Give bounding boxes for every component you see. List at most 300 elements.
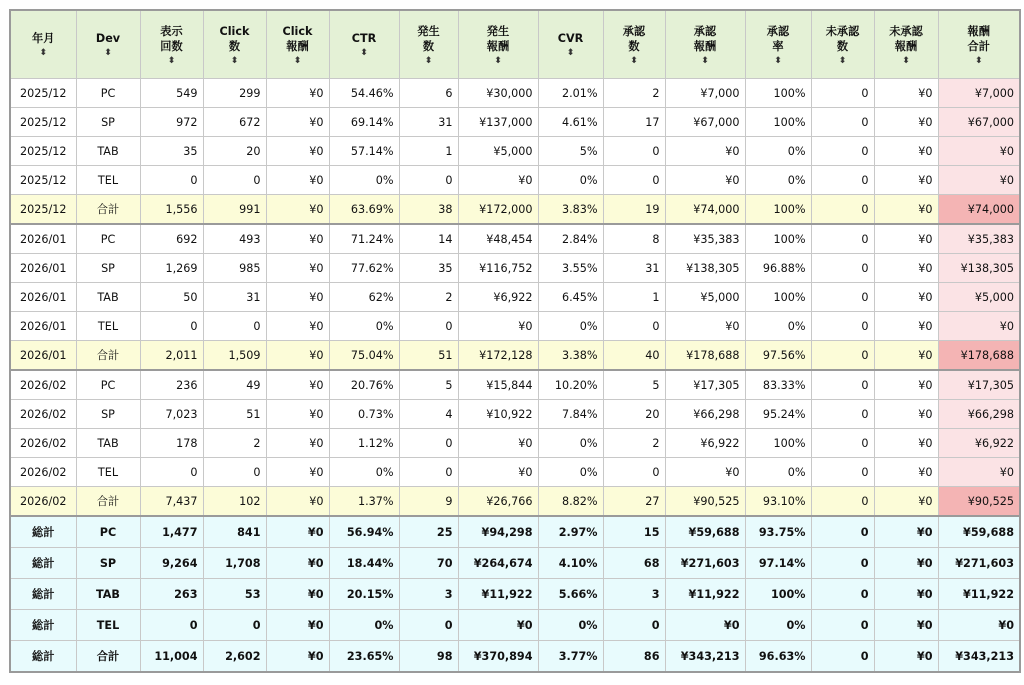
cell-appr_reward: ¥74,000 [665, 195, 745, 225]
column-header-month[interactable] [10, 10, 76, 79]
cell-occ_reward: ¥116,752 [458, 254, 538, 283]
cell-occ: 0 [399, 458, 458, 487]
cell-ctr: 0% [329, 458, 399, 487]
column-header-label: 報酬 [286, 39, 309, 53]
sort-updown-icon[interactable]: ⬍ [360, 48, 368, 58]
cell-ctr: 1.37% [329, 487, 399, 517]
table-row [10, 370, 1020, 400]
cell-unappr_reward: ¥0 [874, 254, 938, 283]
cell-dev: TAB [76, 283, 140, 312]
cell-unappr: 0 [811, 283, 874, 312]
column-header-label: 数 [836, 39, 849, 53]
grand-total-row [10, 548, 1020, 579]
cell-click_reward: ¥0 [266, 579, 329, 610]
cell-cvr: 3.77% [538, 641, 603, 673]
cell-appr_reward: ¥343,213 [665, 641, 745, 673]
cell-click_reward: ¥0 [266, 400, 329, 429]
sort-updown-icon[interactable]: ⬍ [104, 48, 112, 58]
cell-cvr: 5% [538, 137, 603, 166]
cell-appr: 5 [603, 370, 665, 400]
cell-appr_reward: ¥271,603 [665, 548, 745, 579]
cell-appr_reward: ¥6,922 [665, 429, 745, 458]
sort-updown-icon[interactable]: ⬍ [701, 55, 709, 66]
cell-occ: 1 [399, 137, 458, 166]
cell-click_reward: ¥0 [266, 79, 329, 108]
cell-dev: 合計 [76, 641, 140, 673]
report-table [9, 9, 1021, 673]
table-row [10, 166, 1020, 195]
cell-click_reward: ¥0 [266, 429, 329, 458]
cell-dev: TAB [76, 137, 140, 166]
cell-imp: 549 [140, 79, 203, 108]
sort-updown-icon[interactable]: ⬍ [424, 55, 433, 66]
column-header-label: 承認 [622, 24, 646, 38]
column-header-label: 合計 [967, 39, 990, 53]
cell-cvr: 10.20% [538, 370, 603, 400]
cell-appr_reward: ¥0 [665, 137, 745, 166]
cell-unappr: 0 [811, 166, 874, 195]
cell-click_reward: ¥0 [266, 641, 329, 673]
cell-month: 総計 [10, 516, 76, 548]
cell-imp: 11,004 [140, 641, 203, 673]
cell-click: 672 [203, 108, 266, 137]
cell-appr: 68 [603, 548, 665, 579]
sort-updown-icon[interactable]: ⬍ [630, 55, 638, 66]
cell-click: 991 [203, 195, 266, 225]
cell-unappr: 0 [811, 254, 874, 283]
cell-occ_reward: ¥0 [458, 610, 538, 641]
cell-month: 2025/12 [10, 166, 76, 195]
cell-click_reward: ¥0 [266, 283, 329, 312]
cell-imp: 692 [140, 224, 203, 254]
cell-unappr_reward: ¥0 [874, 224, 938, 254]
cell-cvr: 2.84% [538, 224, 603, 254]
cell-appr_rate: 97.14% [745, 548, 811, 579]
cell-cvr: 0% [538, 610, 603, 641]
cell-ctr: 62% [329, 283, 399, 312]
cell-imp: 178 [140, 429, 203, 458]
cell-month: 2025/12 [10, 108, 76, 137]
cell-occ: 14 [399, 224, 458, 254]
cell-appr_reward: ¥67,000 [665, 108, 745, 137]
cell-month: 2026/02 [10, 487, 76, 517]
cell-appr_reward: ¥0 [665, 312, 745, 341]
cell-ctr: 0% [329, 166, 399, 195]
cell-imp: 0 [140, 458, 203, 487]
cell-appr: 31 [603, 254, 665, 283]
sort-updown-icon[interactable]: ⬍ [838, 55, 847, 66]
cell-month: 総計 [10, 579, 76, 610]
cell-month: 2025/12 [10, 195, 76, 225]
cell-ctr: 56.94% [329, 516, 399, 548]
table-row [10, 108, 1020, 137]
cell-month: 総計 [10, 610, 76, 641]
table-row [10, 254, 1020, 283]
cell-total_reward: ¥74,000 [938, 195, 1020, 225]
cell-unappr_reward: ¥0 [874, 312, 938, 341]
column-header-dev[interactable] [76, 10, 140, 79]
cell-unappr: 0 [811, 579, 874, 610]
cell-occ_reward: ¥30,000 [458, 79, 538, 108]
cell-total_reward: ¥178,688 [938, 341, 1020, 371]
table-body [10, 79, 1020, 673]
cell-dev: TEL [76, 166, 140, 195]
cell-click_reward: ¥0 [266, 548, 329, 579]
cell-appr: 86 [603, 641, 665, 673]
column-header-label: 発生 [486, 24, 510, 38]
cell-unappr: 0 [811, 195, 874, 225]
cell-click: 0 [203, 166, 266, 195]
cell-click_reward: ¥0 [266, 370, 329, 400]
cell-click_reward: ¥0 [266, 341, 329, 371]
cell-unappr_reward: ¥0 [874, 283, 938, 312]
cell-appr_reward: ¥138,305 [665, 254, 745, 283]
sort-updown-icon[interactable]: ⬍ [774, 55, 782, 66]
cell-cvr: 0% [538, 312, 603, 341]
cell-occ: 3 [399, 579, 458, 610]
cell-click: 53 [203, 579, 266, 610]
cell-dev: 合計 [76, 487, 140, 517]
cell-occ_reward: ¥94,298 [458, 516, 538, 548]
cell-occ_reward: ¥11,922 [458, 579, 538, 610]
sort-updown-icon[interactable]: ⬍ [974, 55, 983, 66]
cell-unappr_reward: ¥0 [874, 610, 938, 641]
cell-occ_reward: ¥0 [458, 458, 538, 487]
column-header-appr[interactable] [603, 10, 665, 79]
cell-ctr: 0% [329, 312, 399, 341]
cell-appr: 15 [603, 516, 665, 548]
cell-appr_rate: 0% [745, 458, 811, 487]
cell-appr_rate: 0% [745, 610, 811, 641]
sort-updown-icon[interactable]: ⬍ [566, 48, 575, 58]
column-header-label: 率 [772, 39, 784, 53]
grand-total-row [10, 516, 1020, 548]
grand-total-row [10, 610, 1020, 641]
cell-cvr: 3.55% [538, 254, 603, 283]
cell-total_reward: ¥90,525 [938, 487, 1020, 517]
cell-imp: 35 [140, 137, 203, 166]
cell-click_reward: ¥0 [266, 166, 329, 195]
cell-occ_reward: ¥370,894 [458, 641, 538, 673]
cell-appr_rate: 96.88% [745, 254, 811, 283]
cell-month: 2026/02 [10, 429, 76, 458]
cell-dev: PC [76, 370, 140, 400]
column-header-cvr[interactable] [538, 10, 603, 79]
cell-occ: 5 [399, 370, 458, 400]
cell-appr_rate: 93.75% [745, 516, 811, 548]
cell-unappr_reward: ¥0 [874, 487, 938, 517]
cell-appr_rate: 100% [745, 79, 811, 108]
cell-unappr: 0 [811, 610, 874, 641]
cell-unappr_reward: ¥0 [874, 641, 938, 673]
column-header-label: CTR [351, 32, 377, 45]
cell-unappr_reward: ¥0 [874, 458, 938, 487]
cell-occ: 2 [399, 283, 458, 312]
cell-cvr: 5.66% [538, 579, 603, 610]
column-header-label: 未承認 [825, 24, 860, 38]
column-header-click_reward[interactable] [266, 10, 329, 79]
cell-appr: 1 [603, 283, 665, 312]
cell-occ: 51 [399, 341, 458, 371]
sort-updown-icon[interactable]: ⬍ [293, 55, 302, 66]
cell-imp: 0 [140, 166, 203, 195]
cell-appr_rate: 100% [745, 579, 811, 610]
cell-unappr_reward: ¥0 [874, 579, 938, 610]
cell-click: 20 [203, 137, 266, 166]
cell-cvr: 7.84% [538, 400, 603, 429]
cell-dev: SP [76, 254, 140, 283]
cell-occ: 0 [399, 312, 458, 341]
column-header-label: 年月 [32, 32, 55, 45]
cell-click_reward: ¥0 [266, 108, 329, 137]
cell-total_reward: ¥5,000 [938, 283, 1020, 312]
cell-click: 2 [203, 429, 266, 458]
cell-click_reward: ¥0 [266, 610, 329, 641]
cell-appr_rate: 100% [745, 283, 811, 312]
cell-ctr: 1.12% [329, 429, 399, 458]
cell-total_reward: ¥66,298 [938, 400, 1020, 429]
sort-updown-icon[interactable]: ⬍ [167, 55, 176, 66]
cell-unappr: 0 [811, 341, 874, 371]
cell-occ_reward: ¥15,844 [458, 370, 538, 400]
cell-appr_reward: ¥5,000 [665, 283, 745, 312]
cell-ctr: 71.24% [329, 224, 399, 254]
column-header-label: 報酬 [967, 24, 990, 38]
cell-click: 102 [203, 487, 266, 517]
cell-appr_rate: 100% [745, 429, 811, 458]
cell-total_reward: ¥17,305 [938, 370, 1020, 400]
cell-click_reward: ¥0 [266, 516, 329, 548]
cell-imp: 0 [140, 312, 203, 341]
cell-unappr: 0 [811, 487, 874, 517]
cell-ctr: 18.44% [329, 548, 399, 579]
cell-occ: 98 [399, 641, 458, 673]
cell-imp: 50 [140, 283, 203, 312]
cell-appr_rate: 83.33% [745, 370, 811, 400]
cell-unappr_reward: ¥0 [874, 429, 938, 458]
cell-dev: TEL [76, 312, 140, 341]
cell-occ: 38 [399, 195, 458, 225]
table-row [10, 224, 1020, 254]
cell-month: 2025/12 [10, 137, 76, 166]
cell-occ: 0 [399, 610, 458, 641]
cell-ctr: 75.04% [329, 341, 399, 371]
cell-unappr_reward: ¥0 [874, 548, 938, 579]
cell-dev: 合計 [76, 341, 140, 371]
cell-click: 493 [203, 224, 266, 254]
cell-unappr_reward: ¥0 [874, 400, 938, 429]
column-header-total_reward[interactable] [938, 10, 1020, 79]
cell-appr: 2 [603, 79, 665, 108]
column-header-label: CVR [557, 32, 584, 45]
column-header-appr_reward[interactable] [665, 10, 745, 79]
column-header-label: 承認 [693, 24, 717, 38]
cell-appr_reward: ¥11,922 [665, 579, 745, 610]
column-header-label: Click [219, 24, 250, 38]
cell-occ: 70 [399, 548, 458, 579]
cell-dev: PC [76, 516, 140, 548]
cell-month: 2025/12 [10, 79, 76, 108]
cell-click: 841 [203, 516, 266, 548]
cell-unappr_reward: ¥0 [874, 137, 938, 166]
cell-occ: 35 [399, 254, 458, 283]
cell-total_reward: ¥343,213 [938, 641, 1020, 673]
column-header-imp[interactable] [140, 10, 203, 79]
cell-unappr: 0 [811, 516, 874, 548]
cell-total_reward: ¥0 [938, 610, 1020, 641]
cell-appr_reward: ¥0 [665, 610, 745, 641]
cell-total_reward: ¥138,305 [938, 254, 1020, 283]
column-header-label: 数 [628, 39, 640, 53]
cell-click: 49 [203, 370, 266, 400]
cell-cvr: 6.45% [538, 283, 603, 312]
cell-occ: 4 [399, 400, 458, 429]
cell-dev: PC [76, 79, 140, 108]
cell-appr: 0 [603, 610, 665, 641]
subtotal-row [10, 195, 1020, 225]
cell-click: 31 [203, 283, 266, 312]
cell-appr: 0 [603, 137, 665, 166]
cell-occ: 0 [399, 166, 458, 195]
cell-imp: 7,437 [140, 487, 203, 517]
cell-month: 2026/01 [10, 254, 76, 283]
cell-appr_rate: 100% [745, 195, 811, 225]
sort-updown-icon[interactable]: ⬍ [494, 55, 502, 66]
cell-total_reward: ¥0 [938, 312, 1020, 341]
column-header-occ[interactable] [399, 10, 458, 79]
cell-month: 2026/02 [10, 458, 76, 487]
cell-cvr: 2.97% [538, 516, 603, 548]
column-header-click[interactable] [203, 10, 266, 79]
cell-imp: 1,477 [140, 516, 203, 548]
cell-appr_rate: 95.24% [745, 400, 811, 429]
sort-updown-icon[interactable]: ⬍ [39, 48, 48, 58]
cell-total_reward: ¥11,922 [938, 579, 1020, 610]
cell-appr_rate: 0% [745, 312, 811, 341]
table-row [10, 137, 1020, 166]
cell-imp: 263 [140, 579, 203, 610]
cell-dev: TEL [76, 458, 140, 487]
column-header-label: 承認 [766, 24, 790, 38]
cell-imp: 7,023 [140, 400, 203, 429]
sort-updown-icon[interactable]: ⬍ [902, 55, 910, 66]
cell-click: 985 [203, 254, 266, 283]
column-header-unappr_reward[interactable] [874, 10, 938, 79]
cell-cvr: 3.83% [538, 195, 603, 225]
cell-unappr: 0 [811, 224, 874, 254]
cell-appr_rate: 100% [745, 108, 811, 137]
column-header-label: 数 [228, 39, 241, 53]
cell-unappr_reward: ¥0 [874, 79, 938, 108]
cell-ctr: 57.14% [329, 137, 399, 166]
column-header-occ_reward[interactable] [458, 10, 538, 79]
cell-click: 0 [203, 458, 266, 487]
cell-total_reward: ¥6,922 [938, 429, 1020, 458]
cell-imp: 1,556 [140, 195, 203, 225]
cell-appr_rate: 93.10% [745, 487, 811, 517]
cell-occ_reward: ¥0 [458, 429, 538, 458]
cell-unappr: 0 [811, 312, 874, 341]
cell-click: 0 [203, 312, 266, 341]
table-row [10, 400, 1020, 429]
column-header-appr_rate[interactable] [745, 10, 811, 79]
cell-ctr: 77.62% [329, 254, 399, 283]
cell-appr_reward: ¥178,688 [665, 341, 745, 371]
column-header-label: Dev [95, 32, 121, 45]
cell-click_reward: ¥0 [266, 224, 329, 254]
cell-occ_reward: ¥264,674 [458, 548, 538, 579]
cell-click: 1,509 [203, 341, 266, 371]
table-row [10, 458, 1020, 487]
column-header-label: 発生 [417, 24, 440, 38]
cell-total_reward: ¥0 [938, 166, 1020, 195]
cell-ctr: 54.46% [329, 79, 399, 108]
cell-unappr: 0 [811, 458, 874, 487]
cell-cvr: 4.10% [538, 548, 603, 579]
cell-month: 2026/01 [10, 283, 76, 312]
column-header-label: 未承認 [889, 24, 923, 38]
cell-dev: SP [76, 108, 140, 137]
cell-cvr: 4.61% [538, 108, 603, 137]
sort-updown-icon[interactable]: ⬍ [230, 55, 239, 66]
cell-month: 2026/01 [10, 224, 76, 254]
cell-appr_rate: 0% [745, 137, 811, 166]
cell-unappr: 0 [811, 370, 874, 400]
cell-cvr: 0% [538, 429, 603, 458]
cell-month: 総計 [10, 641, 76, 673]
cell-dev: TAB [76, 429, 140, 458]
cell-appr_reward: ¥66,298 [665, 400, 745, 429]
cell-unappr_reward: ¥0 [874, 341, 938, 371]
cell-occ_reward: ¥0 [458, 166, 538, 195]
cell-unappr: 0 [811, 137, 874, 166]
cell-occ: 9 [399, 487, 458, 517]
cell-occ: 6 [399, 79, 458, 108]
cell-imp: 9,264 [140, 548, 203, 579]
cell-appr: 20 [603, 400, 665, 429]
cell-click_reward: ¥0 [266, 254, 329, 283]
cell-appr: 3 [603, 579, 665, 610]
cell-imp: 236 [140, 370, 203, 400]
header-row [10, 10, 1020, 79]
cell-ctr: 0.73% [329, 400, 399, 429]
cell-click_reward: ¥0 [266, 312, 329, 341]
table-row [10, 312, 1020, 341]
column-header-unappr[interactable] [811, 10, 874, 79]
cell-total_reward: ¥271,603 [938, 548, 1020, 579]
cell-occ: 0 [399, 429, 458, 458]
cell-appr_reward: ¥59,688 [665, 516, 745, 548]
cell-appr_reward: ¥0 [665, 166, 745, 195]
cell-occ: 25 [399, 516, 458, 548]
column-header-ctr[interactable] [329, 10, 399, 79]
cell-appr_reward: ¥35,383 [665, 224, 745, 254]
cell-occ_reward: ¥172,000 [458, 195, 538, 225]
cell-click: 2,602 [203, 641, 266, 673]
cell-ctr: 20.76% [329, 370, 399, 400]
cell-appr: 0 [603, 166, 665, 195]
cell-cvr: 0% [538, 458, 603, 487]
cell-unappr: 0 [811, 548, 874, 579]
table-row [10, 79, 1020, 108]
cell-imp: 0 [140, 610, 203, 641]
cell-click: 1,708 [203, 548, 266, 579]
cell-unappr: 0 [811, 108, 874, 137]
column-header-label: 報酬 [486, 39, 510, 53]
cell-click_reward: ¥0 [266, 137, 329, 166]
column-header-label: 表示 [160, 24, 183, 38]
grand-total-row [10, 641, 1020, 673]
